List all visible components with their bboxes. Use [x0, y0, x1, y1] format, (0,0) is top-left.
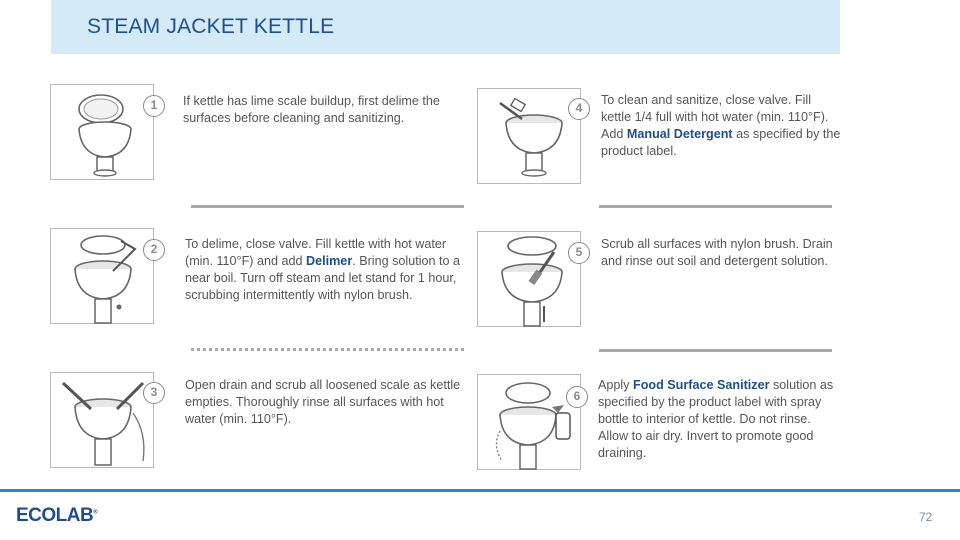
step-4-text-pre: To clean and sanitize, close valve. Fill kettle 1/4 full with hot water (min. 110°F). Add [601, 93, 829, 141]
step-6-illustration [477, 374, 581, 470]
step-2-number: 2 [143, 239, 165, 261]
divider-5 [599, 349, 832, 352]
page-number: 72 [919, 510, 933, 524]
logo-text: ECOLAB [16, 505, 94, 526]
divider-1 [191, 205, 464, 208]
kettle-brush-icon [478, 232, 582, 328]
step-2-product: Delimer [306, 254, 353, 268]
step-5-text: Scrub all surfaces with nylon brush. Drain and rinse out soil and detergent solution. [601, 237, 833, 268]
kettle-detergent-icon [478, 89, 582, 185]
logo-registered-mark: ® [93, 509, 98, 516]
step-1-text: If kettle has lime scale buildup, first delime the surfaces before cleaning and sanitizing. [183, 94, 440, 125]
kettle-spray-bottle-icon [478, 375, 582, 471]
step-3-text: Open drain and scrub all loosened scale as kettle empties. Thoroughly rinse all surfaces with hot water (min. 110°F). [185, 378, 461, 426]
step-1-illustration [50, 84, 154, 180]
step-6-text [598, 377, 836, 462]
step-4-number: 4 [568, 98, 590, 120]
step-3-number: 3 [143, 382, 165, 404]
step-2-text-post: . Bring solution to a near boil. Turn off steam and let stand for 1 hour, scrubbing intermittently with nylon brush. [185, 254, 461, 302]
step-5-number: 5 [568, 242, 590, 264]
kettle-scrub-icon [51, 373, 155, 469]
step-2-text [185, 236, 465, 304]
page-title: STEAM JACKET KETTLE [87, 15, 335, 38]
footer-line [0, 489, 960, 492]
step-5-illustration [477, 231, 581, 327]
step-4-product: Manual Detergent [626, 127, 733, 141]
step-6-text-pre: Apply [598, 378, 634, 392]
kettle-fill-icon [51, 229, 155, 325]
step-1-number: 1 [143, 95, 165, 117]
step-6-text-post: solution as specified by the product label with spray bottle to interior of kettle. Do not rinse. Allow to air dry. Invert to promote good draining. [598, 378, 834, 460]
title-band [51, 0, 840, 54]
step-6-product: Food Surface Sanitizer [633, 378, 770, 392]
step-3-illustration [50, 372, 154, 468]
step-6-number: 6 [566, 386, 588, 408]
step-4-text-post: as specified by the product label. [601, 127, 841, 158]
step-4-text [601, 92, 841, 160]
divider-4 [599, 205, 832, 208]
divider-2 [191, 348, 464, 351]
step-2-text-pre: To delime, close valve. Fill kettle with hot water (min. 110°F) and add [185, 237, 447, 268]
kettle-lid-open-icon [51, 85, 155, 181]
step-4-illustration [477, 88, 581, 184]
ecolab-logo [16, 505, 97, 527]
step-2-illustration [50, 228, 154, 324]
